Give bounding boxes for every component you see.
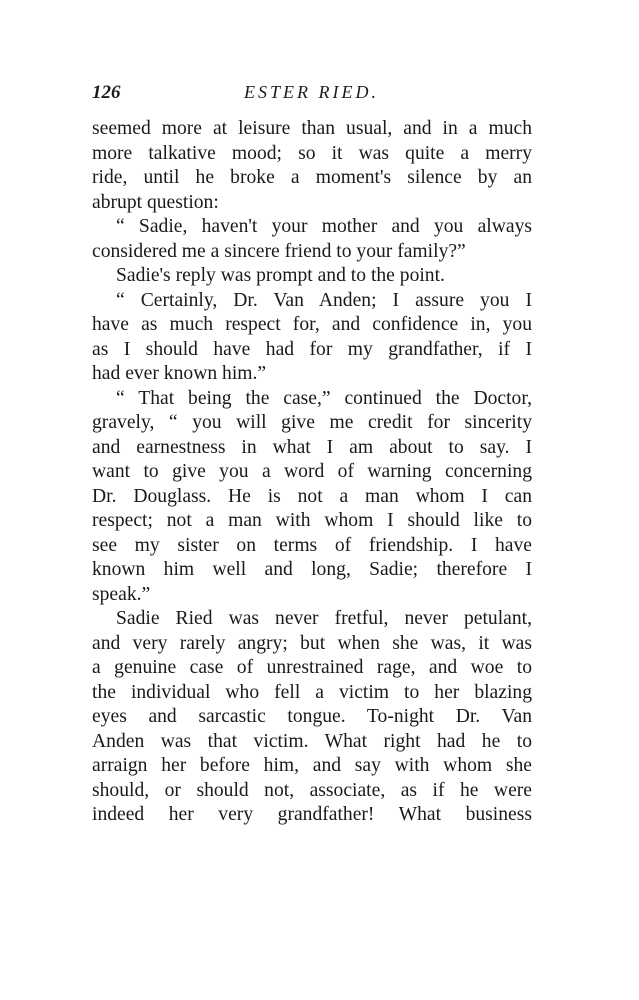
text-line: the individual who fell a victim to her blazing xyxy=(92,681,532,703)
running-title: ESTER RIED. xyxy=(244,82,379,102)
text-line: more talkative mood; so it was quite a merry xyxy=(92,142,532,164)
text-line: respect; not a man with whom I should like to xyxy=(92,510,532,531)
text-line: speak.” xyxy=(92,583,151,605)
text-line: as I should have had for my grandfather, if I xyxy=(92,338,532,360)
text-line: known him well and long, Sadie; therefore I xyxy=(92,559,532,580)
text-line: see my sister on terms of friendship. I have xyxy=(92,534,532,556)
text-line: arraign her before him, and say with whom she xyxy=(92,755,532,776)
text-line: Dr. Douglass. He is not a man whom I can xyxy=(92,485,532,507)
text-line: Sadie Ried was never fretful, never petulant, xyxy=(116,608,532,629)
text-line: have as much respect for, and confidence in, you xyxy=(92,314,532,335)
text-line: gravely, “ you will give me credit for sincerity xyxy=(92,412,532,433)
body-text xyxy=(92,117,532,828)
page-header xyxy=(92,82,532,108)
text-line: considered me a sincere friend to your family?” xyxy=(92,240,466,262)
page-number: 126 xyxy=(92,82,121,103)
text-line: indeed her very grandfather! What business xyxy=(92,804,532,825)
text-line: had ever known him.” xyxy=(92,363,267,384)
text-line: Sadie's reply was prompt and to the point. xyxy=(116,265,445,286)
text-line: ride, until he broke a moment's silence by an xyxy=(92,167,532,188)
text-line: and very rarely angry; but when she was, it was xyxy=(92,632,532,654)
text-line: “ Certainly, Dr. Van Anden; I assure you I xyxy=(116,289,532,311)
text-line: want to give you a word of warning concerning xyxy=(92,461,532,482)
text-line: Anden was that victim. What right had he to xyxy=(92,730,532,752)
text-line: “ Sadie, haven't your mother and you always xyxy=(116,216,532,237)
text-line: seemed more at leisure than usual, and in a much xyxy=(92,118,532,139)
text-line: and earnestness in what I am about to say. I xyxy=(92,436,532,458)
text-line: abrupt question: xyxy=(92,191,219,213)
text-line: “ That being the case,” continued the Doctor, xyxy=(116,387,532,409)
text-line: a genuine case of unrestrained rage, and woe to xyxy=(92,657,532,678)
text-line: eyes and sarcastic tongue. To-night Dr. Van xyxy=(92,706,532,727)
text-line: should, or should not, associate, as if he were xyxy=(92,779,532,801)
